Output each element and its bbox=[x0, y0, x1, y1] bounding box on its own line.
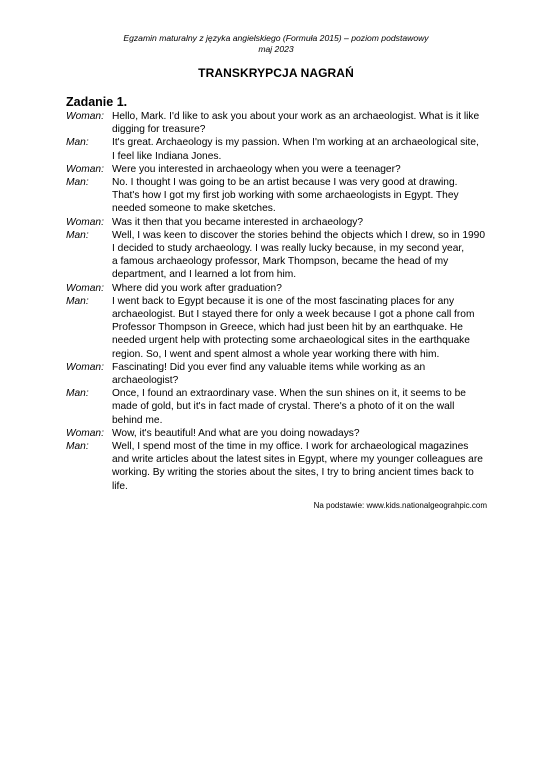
task-title: Zadanie 1. bbox=[66, 95, 128, 109]
speaker-label: Man: bbox=[66, 295, 89, 307]
speech-line: digging for treasure? bbox=[112, 124, 206, 136]
speech-line: life. bbox=[112, 480, 128, 492]
dialogue-turn bbox=[66, 216, 496, 229]
speech-text bbox=[112, 163, 496, 176]
speech-line: I feel like Indiana Jones. bbox=[112, 150, 222, 162]
speech-line: I went back to Egypt because it is one of the most fascinating places for any bbox=[112, 295, 455, 307]
speech-line: archaeologist. But I stayed there for only a week because I got a phone call from bbox=[112, 309, 475, 321]
speech-text bbox=[112, 361, 496, 387]
speech-line: I decided to study archaeology. I was really lucky because, in my second year, bbox=[112, 243, 465, 255]
speech-line: region. So, I went and spent almost a whole year working there with him. bbox=[112, 348, 440, 360]
speaker-label: Woman: bbox=[66, 163, 104, 175]
page-title: TRANSKRYPCJA NAGRAŃ bbox=[198, 66, 354, 80]
dialogue-turn bbox=[66, 176, 496, 216]
dialogue-turn bbox=[66, 229, 496, 282]
speaker-label: Woman: bbox=[66, 361, 104, 373]
speech-line: needed urgent help with protecting some archaeological sites in the earthquake bbox=[112, 335, 470, 347]
speech-line: Well, I spend most of the time in my office. I work for archaeological magazines bbox=[112, 441, 469, 453]
speech-line: No. I thought I was going to be an artist because I was very good at drawing. bbox=[112, 177, 458, 189]
speech-line: a famous archaeology professor, Mark Thompson, became the head of my bbox=[112, 256, 449, 268]
exam-header-line: Egzamin maturalny z języka angielskiego (Formuła 2015) – poziom podstawowy bbox=[123, 33, 429, 43]
speech-line: Hello, Mark. I'd like to ask you about your work as an archaeologist. What is it like bbox=[112, 111, 480, 122]
speech-line: That's how I got my first job working with some archaeologists in Egypt. They bbox=[112, 190, 459, 202]
speech-line: Wow, it's beautiful! And what are you doing nowadays? bbox=[112, 427, 360, 439]
speech-line: Was it then that you became interested in archaeology? bbox=[112, 216, 364, 228]
speech-text bbox=[112, 229, 496, 282]
speech-line: and write articles about the latest sites in Egypt, where my younger colleagues are bbox=[112, 454, 483, 466]
speaker-label: Man: bbox=[66, 388, 89, 400]
speech-text bbox=[112, 440, 496, 493]
speech-line: needed someone to make sketches. bbox=[112, 203, 276, 215]
dialogue-turn bbox=[66, 440, 496, 493]
dialogue-turn bbox=[66, 163, 496, 176]
speech-line: It's great. Archaeology is my passion. When I'm working at an archaeological site, bbox=[112, 137, 479, 149]
speech-text bbox=[112, 216, 496, 229]
dialogue-transcript bbox=[66, 110, 496, 493]
source-note: Na podstawie: www.kids.nationalgeograhpic.com bbox=[313, 501, 487, 510]
speech-text bbox=[112, 110, 496, 136]
dialogue-turn bbox=[66, 427, 496, 440]
speech-line: archaeologist? bbox=[112, 375, 179, 387]
speech-text bbox=[112, 136, 496, 162]
speech-text bbox=[112, 282, 496, 295]
exam-header bbox=[0, 33, 552, 55]
dialogue-turn bbox=[66, 361, 496, 387]
speaker-label: Woman: bbox=[66, 282, 104, 294]
speech-line: Well, I was keen to discover the stories behind the objects which I drew, so in 1990 bbox=[112, 229, 485, 241]
dialogue-turn bbox=[66, 295, 496, 361]
speech-line: made of gold, but it's in fact made of crystal. There's a photo of it on the wall bbox=[112, 401, 455, 413]
speech-line: behind me. bbox=[112, 414, 163, 426]
speech-line: working. By writing the stories about the sites, I try to bring ancient times back to bbox=[112, 467, 474, 479]
dialogue-turn bbox=[66, 110, 496, 136]
speech-line: Fascinating! Did you ever find any valuable items while working as an bbox=[112, 361, 426, 373]
speech-line: Professor Thompson in Greece, which had just been hit by an earthquake. He bbox=[112, 322, 463, 334]
dialogue-turn bbox=[66, 136, 496, 162]
speaker-label: Man: bbox=[66, 229, 89, 241]
speaker-label: Woman: bbox=[66, 216, 104, 228]
speech-line: Once, I found an extraordinary vase. When the sun shines on it, it seems to be bbox=[112, 388, 466, 400]
speaker-label: Man: bbox=[66, 177, 89, 189]
speaker-label: Woman: bbox=[66, 111, 104, 122]
speech-line: Where did you work after graduation? bbox=[112, 282, 282, 294]
speech-text bbox=[112, 176, 496, 216]
exam-date: maj 2023 bbox=[258, 44, 294, 54]
speaker-label: Man: bbox=[66, 137, 89, 149]
speech-text bbox=[112, 427, 496, 440]
speech-text bbox=[112, 295, 496, 361]
dialogue-turn bbox=[66, 282, 496, 295]
speech-line: Were you interested in archaeology when you were a teenager? bbox=[112, 163, 401, 175]
speaker-label: Woman: bbox=[66, 427, 104, 439]
speaker-label: Man: bbox=[66, 441, 89, 453]
speech-line: department, and I learned a lot from him. bbox=[112, 269, 297, 281]
speech-text bbox=[112, 387, 496, 427]
dialogue-turn bbox=[66, 387, 496, 427]
